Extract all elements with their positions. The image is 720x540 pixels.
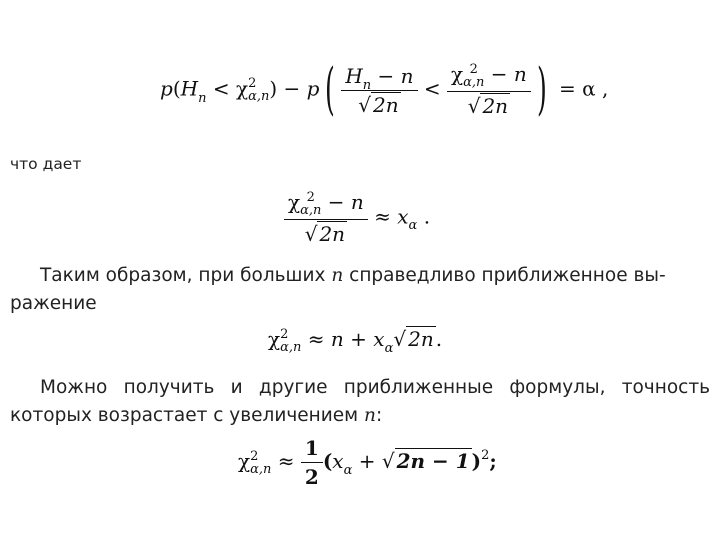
formula-chi-approx-n: χ 2 α,n ≈ $n + x_\alpha√$ 2n . (268, 326, 443, 356)
fraction-left: $\frac{H_n - n}{√ 2n}$ (341, 64, 417, 117)
formula-approx-x-alpha: χ 2 α,n − n √ 2n ≈ $x_\alpha$ . (284, 190, 430, 246)
formula-chi-squared-improved: χ 2 α,n ≈ $\frac{1}{2}$ ($x_\alpha$ + √ 2n − 1 )$^2$; (238, 436, 497, 489)
fraction-right: χ 2 α,n − n √ 2n (447, 62, 531, 118)
paragraph-large-n: Таким образом, при больших n справедливо приближенное вы- ражение (10, 265, 666, 314)
paragraph-other-formulas: Можно получить и другие приближенные формулы, точность которых возрастает с увеличением n: (10, 377, 710, 426)
formula-probability: $p(H_n < \chi$ 2 α,n ) − p ( $\frac{H_n - n}{√ 2n}$ < χ 2 α,n − n √ 2n ) = α , (160, 57, 609, 122)
text-chto-daet: что дает (10, 155, 82, 173)
